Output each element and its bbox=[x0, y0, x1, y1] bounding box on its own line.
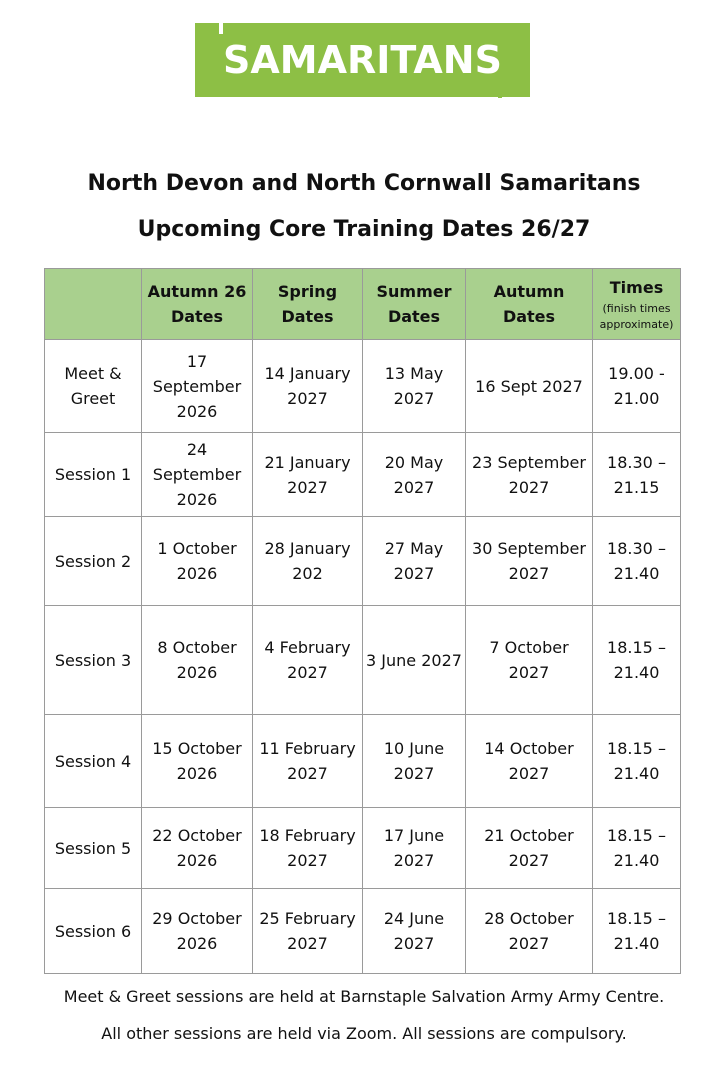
footer-zoom-note: All other sessions are held via Zoom. All sessions are compulsory. bbox=[101, 1024, 627, 1043]
training-dates-table bbox=[44, 268, 681, 974]
cell-summer: 13 May 2027 bbox=[363, 340, 466, 433]
row-label: Session 4 bbox=[45, 715, 142, 808]
table-row bbox=[45, 433, 681, 517]
cell-autumn26: 17 September 2026 bbox=[142, 340, 253, 433]
row-label: Meet & Greet bbox=[45, 340, 142, 433]
cell-spring: 4 February 2027 bbox=[253, 606, 363, 715]
logo-notch-top bbox=[219, 22, 223, 34]
samaritans-logo bbox=[195, 23, 530, 97]
logo-notch-bottom bbox=[498, 86, 502, 98]
cell-summer: 27 May 2027 bbox=[363, 517, 466, 606]
header-times-note: (finish times approximate) bbox=[599, 302, 674, 331]
header-blank bbox=[45, 269, 142, 340]
cell-spring: 25 February 2027 bbox=[253, 889, 363, 974]
cell-autumn26: 1 October 2026 bbox=[142, 517, 253, 606]
cell-summer: 17 June 2027 bbox=[363, 808, 466, 889]
cell-times: 18.15 – 21.40 bbox=[593, 889, 681, 974]
cell-spring: 11 February 2027 bbox=[253, 715, 363, 808]
cell-autumn: 14 October 2027 bbox=[466, 715, 593, 808]
cell-summer: 24 June 2027 bbox=[363, 889, 466, 974]
row-label: Session 6 bbox=[45, 889, 142, 974]
table-row bbox=[45, 715, 681, 808]
table-row bbox=[45, 517, 681, 606]
cell-times: 19.00 - 21.00 bbox=[593, 340, 681, 433]
cell-times: 18.15 – 21.40 bbox=[593, 715, 681, 808]
cell-spring: 18 February 2027 bbox=[253, 808, 363, 889]
row-label: Session 5 bbox=[45, 808, 142, 889]
cell-autumn26: 8 October 2026 bbox=[142, 606, 253, 715]
header-spring: Spring Dates bbox=[253, 269, 363, 340]
cell-autumn26: 15 October 2026 bbox=[142, 715, 253, 808]
cell-times: 18.30 – 21.40 bbox=[593, 517, 681, 606]
row-label: Session 2 bbox=[45, 517, 142, 606]
table-row bbox=[45, 808, 681, 889]
header-autumn26: Autumn 26 Dates bbox=[142, 269, 253, 340]
table-header-row bbox=[45, 269, 681, 340]
cell-autumn: 28 October 2027 bbox=[466, 889, 593, 974]
page-subtitle: Upcoming Core Training Dates 26/27 bbox=[137, 217, 591, 242]
cell-times: 18.30 – 21.15 bbox=[593, 433, 681, 517]
cell-autumn26: 29 October 2026 bbox=[142, 889, 253, 974]
page-title: North Devon and North Cornwall Samaritans bbox=[87, 171, 641, 196]
row-label: Session 3 bbox=[45, 606, 142, 715]
table-row bbox=[45, 340, 681, 433]
cell-autumn: 7 October 2027 bbox=[466, 606, 593, 715]
cell-summer: 3 June 2027 bbox=[363, 606, 466, 715]
row-label: Session 1 bbox=[45, 433, 142, 517]
cell-times: 18.15 – 21.40 bbox=[593, 606, 681, 715]
cell-autumn: 23 September 2027 bbox=[466, 433, 593, 517]
cell-summer: 20 May 2027 bbox=[363, 433, 466, 517]
header-summer: Summer Dates bbox=[363, 269, 466, 340]
table-row bbox=[45, 889, 681, 974]
cell-spring: 14 January 2027 bbox=[253, 340, 363, 433]
table-row bbox=[45, 606, 681, 715]
cell-summer: 10 June 2027 bbox=[363, 715, 466, 808]
cell-times: 18.15 – 21.40 bbox=[593, 808, 681, 889]
header-autumn: Autumn Dates bbox=[466, 269, 593, 340]
header-times-label: Times bbox=[609, 278, 664, 297]
logo-text: SAMARITANS bbox=[223, 38, 502, 82]
cell-autumn: 16 Sept 2027 bbox=[466, 340, 593, 433]
cell-spring: 21 January 2027 bbox=[253, 433, 363, 517]
header-times bbox=[593, 269, 681, 340]
cell-spring: 28 January 202 bbox=[253, 517, 363, 606]
cell-autumn26: 24 September 2026 bbox=[142, 433, 253, 517]
footer-venue-note: Meet & Greet sessions are held at Barnstaple Salvation Army Army Centre. bbox=[63, 987, 665, 1006]
cell-autumn: 30 September 2027 bbox=[466, 517, 593, 606]
cell-autumn: 21 October 2027 bbox=[466, 808, 593, 889]
cell-autumn26: 22 October 2026 bbox=[142, 808, 253, 889]
